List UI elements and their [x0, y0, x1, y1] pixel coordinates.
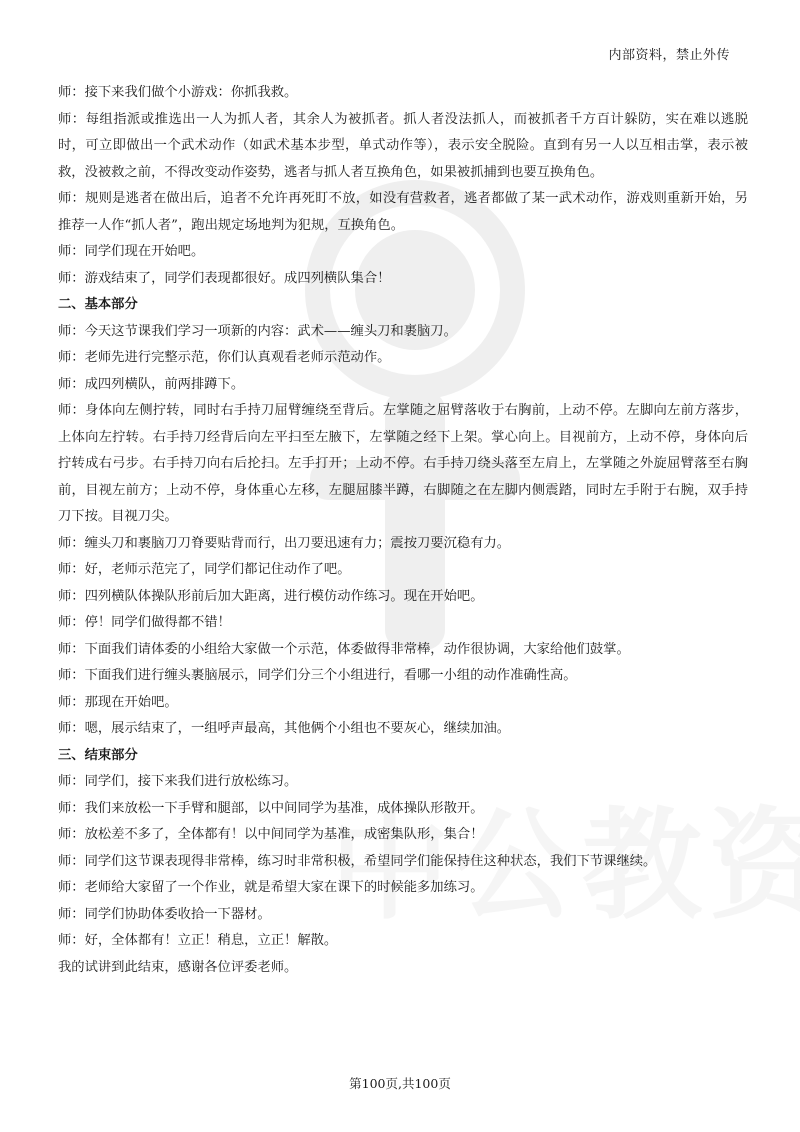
page-footer: 第100页,共100页	[349, 1076, 451, 1091]
paragraph: 师：同学们，接下来我们进行放松练习。	[58, 774, 298, 789]
paragraph: 师：四列横队体操队形前后加大距离，进行模仿动作练习。现在开始吧。	[58, 588, 484, 604]
paragraph: 师：放松差不多了，全体都有！以中间同学为基准，成密集队形，集合！	[58, 827, 484, 842]
paragraph: 师：我们来放松一下手臂和腿部，以中间同学为基准，成体操队形散开。	[58, 800, 484, 816]
paragraph: 师：那现在开始吧。	[58, 694, 178, 710]
section-heading: 三、结束部分	[58, 747, 138, 763]
paragraph: 师：下面我们请体委的小组给大家做一个示范，体委做得非常棒，动作很协调，大家给他们鼓掌。	[58, 641, 630, 657]
section-heading: 二、基本部分	[58, 297, 138, 312]
paragraph: 师：老师先进行完整示范，你们认真观看老师示范动作。	[58, 350, 391, 365]
paragraph: 师：嗯，展示结束了，一组呼声最高，其他俩个小组也不要灰心，继续加油。	[58, 721, 511, 736]
paragraph: 师：下面我们进行缠头裹脑展示，同学们分三个小组进行，看哪一小组的动作准确性高。	[58, 668, 577, 683]
paragraph: 师：同学们协助体委收拾一下器材。	[58, 906, 271, 922]
header-note: 内部资料，禁止外传	[608, 48, 730, 63]
paragraph: 师：好，老师示范完了，同学们都记住动作了吧。	[58, 562, 351, 577]
paragraph: 师：游戏结束了，同学们表现都很好。成四列横队集合！	[58, 270, 391, 286]
paragraph: 师：今天这节课我们学习一项新的内容：武术——缠头刀和裹脑刀。	[58, 323, 457, 339]
paragraph: 师：成四列横队，前两排蹲下。	[58, 376, 245, 392]
paragraph: 师：缠头刀和裹脑刀刀脊要贴背而行，出刀要迅速有力；震按刀要沉稳有力。	[58, 535, 511, 551]
paragraph: 师：同学们这节课表现得非常棒，练习时非常积极，希望同学们能保持住这种状态，我们下节课继续。	[58, 853, 657, 869]
paragraph: 师：身体向左侧拧转，同时右手持刀屈臂缠绕至背后。左掌随之屈臂落收于右胸前，上动不停。左脚向左前方落步，上体向左拧转。右手持刀经背后向左平扫至左腋下，左掌随之经下上架。掌心向上。目视前方，上动不停，身体向后拧转成右弓步。右手持刀向右后抡扫。左手打开；上动不停。右手持刀绕头落至左肩上，左掌随之外旋屈臂落至右胸前，目视左前方；上动不停，身体重心左移，左腿屈膝半蹲，右脚随之在左脚内侧震踏，同时左手附于右腕，双手持刀下按。目视刀尖。	[58, 403, 748, 524]
paragraph: 师：每组指派或推选出一人为抓人者，其余人为被抓者。抓人者没法抓人，而被抓者千方百计躲防，实在难以逃脱时，可立即做出一个武术动作（如武术基本步型，单式动作等），表示安全脱险。直到有另一人以互相击掌，表示被救，没被救之前，不得改变动作姿势，逃者与抓人者互换角色，如果被抓捕到也要互换角色。	[58, 111, 748, 180]
paragraph: 我的试讲到此结束，感谢各位评委老师。	[58, 959, 298, 975]
paragraph: 师：同学们现在开始吧。	[58, 244, 205, 259]
paragraph: 师：老师给大家留了一个作业，就是希望大家在课下的时候能多加练习。	[58, 880, 484, 895]
paragraph: 师：接下来我们做个小游戏：你抓我救。	[58, 85, 298, 100]
paragraph: 师：好，全体都有！立正！稍息，立正！解散。	[58, 933, 338, 948]
paragraph: 师：规则是逃者在做出后，追者不允许再死盯不放，如没有营救者，逃者都做了某一武术动作，游戏则重新开始，另推荐一人作“抓人者”，跑出规定场地判为犯规，互换角色。	[58, 191, 748, 233]
paragraph: 师：停！同学们做得都不错！	[58, 615, 231, 630]
document-body	[58, 80, 748, 981]
